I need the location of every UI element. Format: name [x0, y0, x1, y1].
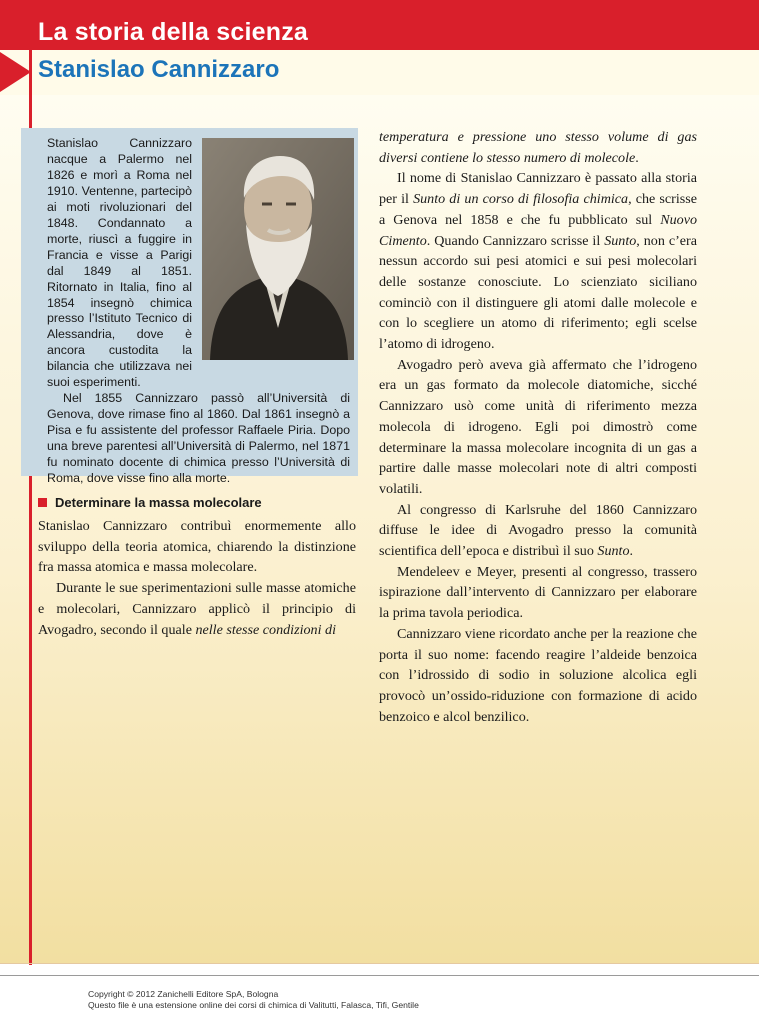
- body-text: Il nome di Stanislao Cannizzaro è passato alla storia per il: [379, 170, 697, 208]
- body-text: , che scrisse a Genova nel 1858 e che fu pubblicato sul: [379, 191, 697, 228]
- body-text: . Quando Cannizzaro scrisse il: [426, 232, 605, 249]
- body-text: Al congresso di Karlsruhe del 1860 Cannizzaro diffuse le idee di Avogadro presso la comunità scientifica dell’epoca e distribuì il suo: [379, 501, 697, 560]
- body-text: , non c’era nessun accordo sui pesi atomici e sui pesi molecolari delle sostanze conosciute. Lo scienziato siciliano cominciò con il distinguere gli atomi dalle molecole e con lo scegliere un atomo di riferimento; egli scelse l’atomo di idrogeno.: [379, 232, 697, 353]
- page-bottom-rule: [0, 963, 759, 964]
- journal-title-text: Nuovo Cimento: [379, 211, 697, 249]
- red-square-icon: [38, 498, 47, 507]
- body-italic-text: temperatura e pressione uno stesso volume di gas diversi contiene lo stesso numero di molecole: [379, 129, 697, 166]
- biography-paragraph: Nel 1855 Cannizzaro passò all’Università di Genova, dove rimase fino al 1860. Dal 1861 insegnò a Pisa e fu assistente del professor Raffaele Piria. Dopo una breve parentesi all’Università di Palermo, nel 1871 fu nominato docente di chimica presso l’Università di Roma, dove visse fino alla morte.: [47, 391, 350, 486]
- section-heading: [38, 495, 262, 510]
- body-paragraph: Mendeleev e Meyer, presenti al congresso, trassero ispirazione dall’intervento di Cannizzaro per elaborare la prima tavola periodica.: [379, 563, 697, 622]
- body-italic-text: nelle stesse condizioni di: [195, 621, 336, 638]
- section-heading-label: Determinare la massa molecolare: [55, 495, 262, 510]
- biography-paragraph: Stanislao Cannizzaro nacque a Palermo nel 1826 e morì a Roma nel 1910. Ventenne, partecipò ai moti rivoluzionari del 1848. Condannato a morte, riuscì a fuggire in Francia e visse a Parigi dal 1849 al 1851. Ritornato in Italia, fino al 1854 insegnò chimica presso l’Istituto Tecnico di Alessandria, dove è ancora custodita la bilancia che utilizzava nei suoi esperimenti.: [47, 136, 192, 390]
- body-text: Durante le sue sperimentazioni sulle masse atomiche e molecolari, Cannizzaro applicò il principio di Avogadro, secondo il quale: [38, 580, 356, 638]
- body-paragraph: Cannizzaro viene ricordato anche per la reazione che porta il suo nome: facendo reagire l’aldeide benzoica con l’idrossido di sodio in soluzione alcolica egli provocò un’ossido-riduzione con formazione di acido benzoico e alcol benzilico.: [379, 625, 697, 725]
- book-title-text: Sunto: [597, 543, 630, 560]
- biography-text: [47, 136, 350, 487]
- book-title-text: Sunto di un corso di filosofia chimica: [413, 191, 629, 208]
- body-paragraph: [379, 127, 697, 168]
- body-text: .: [629, 543, 634, 560]
- page-title: La storia della scienza: [38, 18, 308, 46]
- portrait-illustration: [202, 138, 354, 360]
- page-subtitle: Stanislao Cannizzaro: [38, 56, 280, 83]
- left-column: [38, 516, 356, 640]
- footer: [88, 989, 419, 1011]
- copyright-text: Copyright © 2012 Zanichelli Editore SpA, Bologna: [88, 989, 279, 999]
- triangle-marker-icon: [0, 52, 31, 92]
- body-paragraph: Avogadro però aveva già affermato che l’idrogeno era un gas formato da molecole diatomiche, sicché Cannizzaro usò come unità di riferimento mezza molecola di idrogeno. Egli poi dimostrò come determinare la massa molecolare incognita di un gas a partire dalle masse molecolari note di altri composti volatili.: [379, 356, 697, 497]
- portrait-image: [202, 138, 354, 360]
- footer-note: Questo file è una estensione online dei corsi di chimica di Valitutti, Falasca, Tifi, Gentile: [88, 1000, 419, 1010]
- body-paragraph: Stanislao Cannizzaro contribuì enormemente allo sviluppo della teoria atomica, chiarendo la distinzione fra massa atomica e massa molecolare.: [38, 518, 356, 576]
- right-column: [379, 127, 697, 727]
- body-paragraph: [38, 578, 356, 640]
- body-paragraph: [379, 168, 697, 354]
- body-paragraph: [379, 500, 697, 562]
- footer-divider: [0, 975, 759, 976]
- body-text: .: [635, 149, 639, 166]
- book-title-text: Sunto: [604, 232, 637, 249]
